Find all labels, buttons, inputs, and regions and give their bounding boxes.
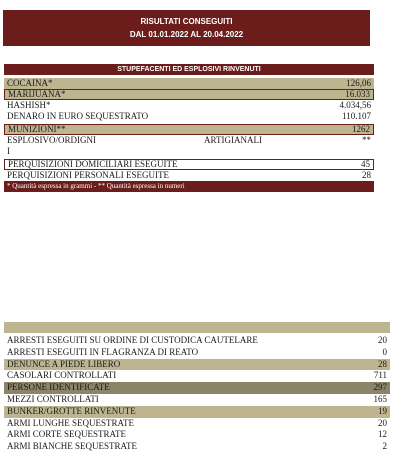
row-label: MEZZI CONTROLLATI (7, 393, 99, 404)
row-value: 297 (373, 382, 387, 393)
table-row (4, 135, 374, 157)
table-row (4, 159, 374, 170)
row-value: 126,06 (346, 78, 371, 88)
row-value: 28 (362, 170, 371, 180)
row-label: PERQUISIZIONI DOMICILIARI ESEGUITE (8, 159, 178, 169)
row-label: PERQUISIZIONI PERSONALI ESEGUITE (7, 170, 169, 180)
row-value: 20 (378, 417, 387, 428)
table-row (4, 441, 390, 453)
row-label: DENARO IN EURO SEQUESTRATO (7, 111, 149, 121)
report-title: RISULTATI CONSEGUITI (140, 17, 233, 26)
row-label: MARIJUANA* (8, 89, 66, 99)
row-label: BUNKER/GROTTE RINVENUTE (7, 405, 136, 416)
row-value: 711 (373, 370, 387, 381)
row-label: HASHISH* (7, 100, 51, 110)
row-value: 45 (361, 159, 370, 169)
row-value: 2 (382, 441, 387, 452)
row-label: ARRESTI ESEGUITI IN FLAGRANZA DI REATO (7, 346, 199, 357)
row-value: 110.107 (342, 111, 371, 121)
row-value: 0 (382, 346, 387, 357)
table-row (4, 406, 390, 418)
row-label: DENUNCE A PIEDE LIBERO (7, 358, 121, 369)
table-row (4, 100, 374, 111)
row-label: ARMI LUNGHE SEQUESTRATE (7, 417, 134, 428)
row-label-extra: ARTIGIANALI (204, 135, 262, 145)
seized-table-title: STUPEFACENTI ED ESPLOSIVI RINVENUTI (4, 64, 374, 75)
row-value: ** (362, 135, 371, 145)
table-row (4, 347, 390, 359)
row-value: 165 (373, 393, 387, 404)
table-row (4, 124, 374, 135)
table-row (4, 111, 374, 122)
row-label: MUNIZIONI** (8, 124, 66, 134)
table-row (4, 429, 390, 441)
table-row (4, 359, 390, 371)
table-row (4, 89, 374, 100)
activities-header-bar (4, 322, 390, 333)
row-value: 16.033 (345, 89, 370, 99)
table-row (4, 335, 390, 347)
table-row (4, 370, 390, 382)
row-label: ARMI BIANCHE SEQUESTRATE (7, 441, 138, 452)
row-value: 19 (378, 405, 387, 416)
row-value: 20 (378, 335, 387, 345)
row-label: ARRESTI ESEGUITI SU ORDINE DI CUSTODICA CAUTELARE (7, 335, 258, 345)
seized-footnote: * Quantità espressa in grammi - ** Quantità espressa in numeri (4, 181, 374, 192)
row-label: CASOLARI CONTROLLATI (7, 370, 117, 381)
seized-table (4, 64, 374, 192)
table-row (4, 418, 390, 430)
report-header (3, 10, 370, 46)
row-label: COCAINA* (7, 78, 53, 88)
row-value: 12 (378, 429, 387, 440)
table-row (4, 170, 374, 181)
activities-table (4, 322, 390, 453)
row-value: 28 (378, 358, 387, 369)
table-row (4, 382, 390, 394)
table-row (4, 394, 390, 406)
table-row (4, 78, 374, 89)
report-date-range: DAL 01.01.2022 AL 20.04.2022 (129, 30, 244, 39)
row-label: ESPLOSIVO/ORDIGNI I (7, 135, 97, 156)
row-value: 1262 (352, 124, 370, 134)
row-label: ARMI CORTE SEQUESTRATE (7, 429, 126, 440)
row-label: PERSONE IDENTIFICATE (7, 382, 110, 393)
row-value: 4.034,56 (339, 100, 371, 110)
